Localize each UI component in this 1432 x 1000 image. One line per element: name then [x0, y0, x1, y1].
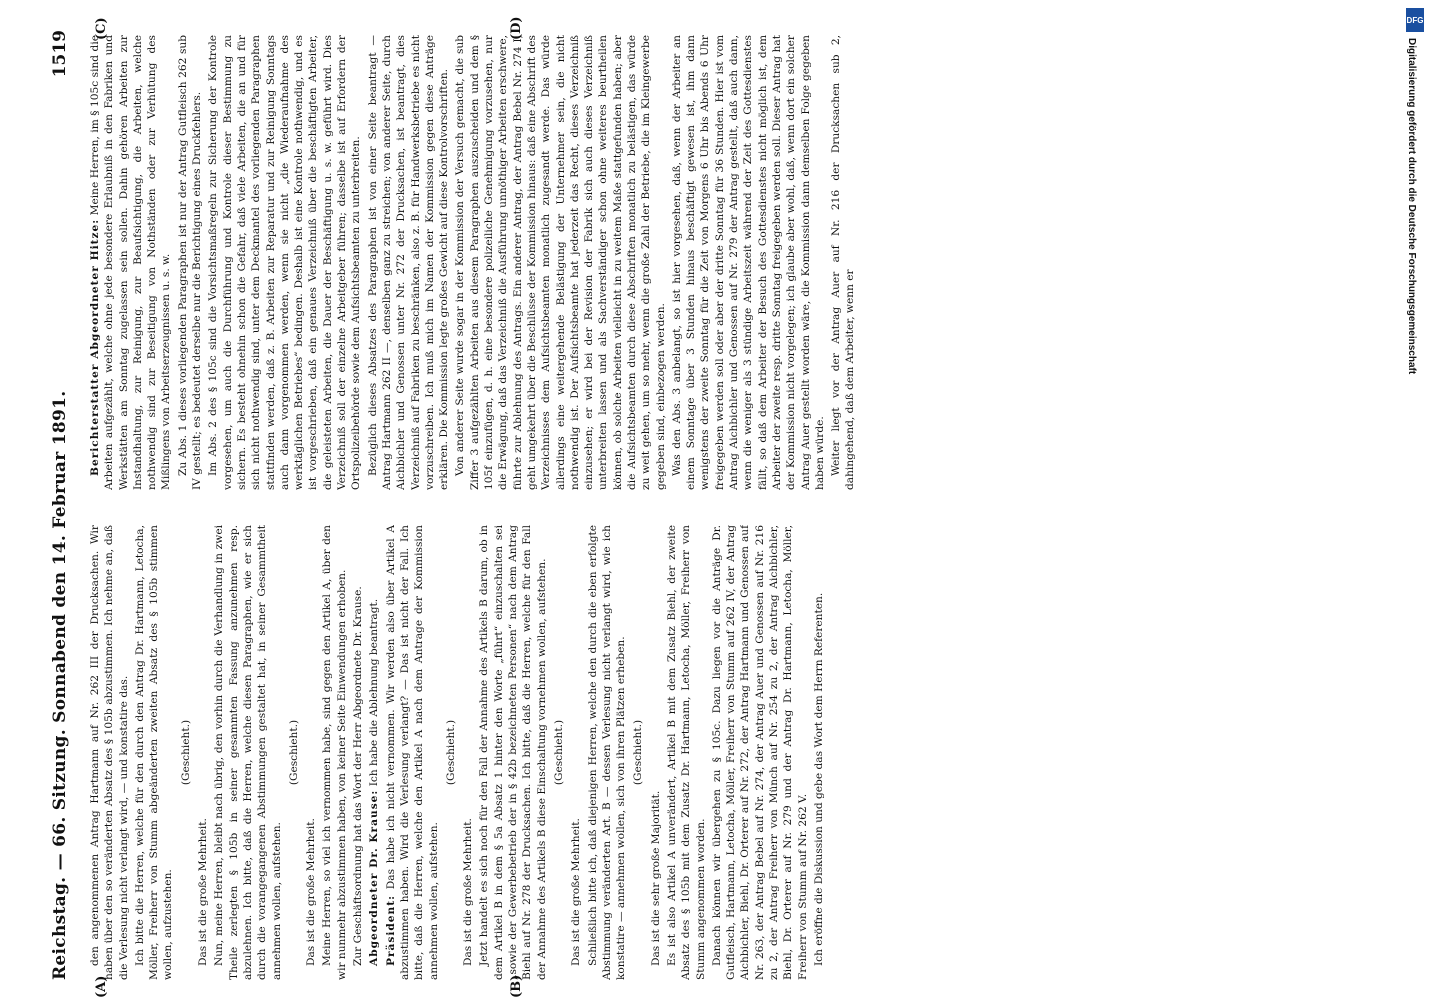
- left-column-paragraph: [384, 525, 441, 980]
- paragraph-text: Ich eröffne die Diskussion und gebe das Wort dem Herrn Referenten.: [812, 592, 825, 966]
- left-column-paragraph: [812, 525, 826, 980]
- paragraph-text: Das ist die sehr große Majorität.: [649, 790, 662, 966]
- paragraph-text: (Geschieht.): [444, 719, 457, 786]
- left-column-paragraph: [367, 525, 381, 980]
- paragraph-text: Im Abs. 2 des § 105c sind die Vorsichtsmaßregeln zur Sicherung der Kontrole vorgesehen, um auch die Durchführung und Kontrole dieser Bestimmung zu sichern. Es besteht ohnehin schon die Gefahr, daß viele Arbeiten, die an und für sich nicht nothwendig sind, unter dem Deckmantel des vorliegenden Paragraphen stattfinden werden, daß z. B. Arbeiten zur Reparatur und zur Reinigung Sonntags auch dann vorgenommen werden, wenn sie nicht „die Wiederaufnahme des werktäglichen Betriebes“ bedingen. Deshalb ist eine Kontrole nothwendig, und es ist vorgeschrieben, daß ein genaues Verzeichniß über die beschäftigten Arbeiter, die geleisteten Arbeiten, die Dauer der Beschäftigung u. s. w. geführt wird. Dies Verzeichniß soll der einzelne Arbeitgeber führen; dasselbe ist auf Erfordern der Ortspolizeibehörde sowie dem Aufsichtsbeamten zu unterbreiten.: [207, 35, 363, 490]
- paragraph-text: (Geschieht.): [552, 719, 565, 786]
- left-column: [88, 525, 918, 980]
- right-column-paragraph: [88, 35, 174, 490]
- left-column-paragraph: [586, 525, 629, 980]
- paragraph-text: Schließlich bitte ich, daß diejenigen Herren, welche den durch die eben erfolgte Abstimmung veränderten Art. B — dessen Verlesung nicht verlangt wird, wie ich konstatire — annehmen wollen, sich von ihren Plätzen erheben.: [586, 525, 628, 980]
- paragraph-text: Es ist also Artikel A unverändert, Artikel B mit dem Zusatz Biehl, der zweite Absatz des § 105b mit dem Zusatz Dr. Hartmann, Letocha, Möller, Freiherr von Stumm angenommen worden.: [665, 525, 707, 980]
- dfg-stamp-text-wrap: [1404, 38, 1426, 988]
- left-column-paragraph: [320, 525, 349, 980]
- dfg-stamp-text: Digitalisierung gefördert durch die Deutsche Forschungsgemeinschaft: [1406, 38, 1417, 375]
- paragraph-text: Das ist die große Mehrheit.: [197, 818, 210, 966]
- paragraph-text: Ich habe die Ablehnung beantragt.: [368, 598, 381, 787]
- left-column-paragraph: [552, 525, 566, 980]
- left-column-paragraph: [179, 525, 193, 980]
- paragraph-text: Zu Abs. 1 dieses vorliegenden Paragraphen ist nur der Antrag Gutfleisch 262 sub IV gestellt; es bedeutet derselbe nur die Berichtigung eines Druckfehlers.: [176, 35, 204, 490]
- paragraph-text: Zur Geschäftsordnung hat das Wort der Herr Abgeordnete Dr. Krause.: [352, 586, 365, 966]
- left-column-paragraph: [88, 525, 131, 980]
- paragraph-text: Bezüglich dieses Absatzes des Paragraphen ist von einer Seite beantragt — Antrag Hartmann 262 II —, denselben ganz zu streichen; von anderer Seite, durch Aichbichler und Genossen unter Nr. 272 der Drucksachen, ist beantragt, dies Verzeichniß auf Fabriken zu beschränken, also z. B. für Handwerksbetriebe es nicht vorzuschreiben. Ich muß mich im Namen der Kommission gegen diese Anträge erklären. Die Kommission legte großes Gewicht auf diese Kontrolvorschriften.: [366, 35, 451, 490]
- right-column-paragraph: [176, 35, 205, 490]
- speaker-name: Abgeordneter Dr. Krause:: [368, 789, 381, 966]
- margin-marker-a: (A): [94, 975, 109, 998]
- right-column-paragraph: [366, 35, 452, 490]
- dfg-logo: [1406, 8, 1424, 32]
- paragraph-text: Meine Herren, so viel ich vernommen habe, sind gegen den Artikel A, über den wir nunmehr abzustimmen haben, von keiner Seite Einwendungen erhoben.: [321, 525, 348, 980]
- speaker-name: Präsident:: [384, 894, 397, 966]
- left-column-paragraph: [444, 525, 458, 980]
- right-column-paragraph: [670, 35, 827, 490]
- margin-marker-d: (D): [509, 16, 524, 40]
- right-column-paragraph: [206, 35, 363, 490]
- paragraph-text: Danach können wir übergehen zu § 105c. Dazu liegen vor die Anträge Dr. Gutfleisch, Hartmann, Letocha, Möller, Freiherr von Stumm auf 262 IV, der Antrag Aichbichler, Biehl, Dr. Orterer auf Nr. 272, der Antrag Hartmann und Genossen auf Nr. 263, der Antrag Bebel auf Nr. 274, der Antrag Auer und Genossen auf Nr. 216 zu 2, der Antrag Freiherr von Münch auf Nr. 254 zu 2, der Antrag Aichbichler, Biehl, Dr. Orterer auf Nr. 279 und der Antrag Dr. Hartmann, Letocha, Möller, Freiherr von Stumm auf Nr. 262 V.: [710, 525, 809, 980]
- paragraph-text: Weiter liegt vor der Antrag Auer auf Nr. 216 der Drucksachen sub 2, dahingehend, daß dem Arbeiter, wenn er: [830, 35, 857, 490]
- paragraph-text: (Geschieht.): [632, 719, 645, 786]
- left-column-paragraph: [196, 525, 210, 980]
- header-title: Reichstag. — 66. Sitzung. Sonnabend den 14. Februar 1891.: [50, 390, 70, 980]
- paragraph-text: (Geschieht.): [287, 719, 300, 786]
- left-column-paragraph: [133, 525, 176, 980]
- left-column-paragraph: [665, 525, 708, 980]
- left-column-paragraph: [351, 525, 365, 980]
- margin-marker-b: (B): [509, 974, 524, 998]
- left-column-paragraph: [287, 525, 301, 980]
- left-column-paragraph: [477, 525, 548, 980]
- left-column-paragraph: [461, 525, 475, 980]
- paragraph-text: den angenommenen Antrag Hartmann auf Nr. 262 III der Drucksachen. Wir haben über den so veränderten Absatz des § 105b abzustimmen. Ich nehme an, daß die Verlesung nicht verlangt wird, — und konstatire das.: [89, 525, 130, 980]
- dfg-stamp: [1404, 8, 1426, 988]
- paragraph-text: Das ist die große Mehrheit.: [570, 818, 583, 966]
- paragraph-text: Nun, meine Herren, bleibt nach übrig, den vorhin durch die Verhandlung in zwei Theile zerlegten § 105b in seiner gesammten Fassung anzunehmen resp. abzulehnen. Ich bitte, daß die Herren, welche diesen Paragraphen, wie er sich durch die vorangegangenen Abstimmungen gestaltet hat, in seiner Gesammtheit annehmen wollen, aufstehen.: [213, 525, 283, 980]
- left-column-paragraph: [569, 525, 583, 980]
- paragraph-text: Meine Herren, im § 105c sind die Arbeiten aufgezählt, welche ohne jede besondere Erlaubniß in den Fabriken und Werkstätten am Sonntag zugelassen sein sollen. Dahin gehören Arbeiten zur Instandhaltung, zur Reinigung, zur Beaufsichtigung, die Arbeiten, welche nothwendig sind zur Beseitigung von Nothständen oder zur Verhütung des Mißlingens von Arbeitserzeugnissen u. s. w.: [89, 35, 173, 490]
- paragraph-text: Das ist die große Mehrheit.: [305, 818, 318, 966]
- paragraph-text: (Geschieht.): [179, 719, 192, 786]
- paragraph-text: Jetzt handelt es sich noch für den Fall der Annahme des Artikels B darum, ob in dem Artikel B in dem § 5a Absatz 1 hinter den Worte „führt“ einzuschalten sei „sowie der Gewerbebetrieb der in § 42b bezeichneten Personen“ nach dem Antrag Biehl auf Nr. 278 der Drucksachen. Ich bitte, daß die Herren, welche für den Fall der Annahme des Artikels B diese Einschaltung vornehmen wollen, aufstehen.: [478, 525, 548, 980]
- page-header: [50, 30, 90, 980]
- paragraph-text: Von anderer Seite wurde sogar in der Kommission der Versuch gemacht, die sub Ziffer 3 aufgezählten Arbeiten aus diesem Paragraphen auszuscheiden und dem § 105f einzufügen, d. h. eine besondere polizeiliche Genehmigung vorzusehen, nur die Erwägung, daß das Verzeichniß die Ausführung unnöthiger Arbeiten erschwere, führte zur Ablehnung des Antrags. Ein anderer Antrag, der Antrag Bebel Nr. 274 I, geht umgekehrt über die Beschlüsse der Kommission hinaus: daß eine Abschrift des Verzeichnisses dem Aufsichtsbeamten monatlich zugesandt werde. Das würde allerdings eine weitergehende Belästigung der Unternehmer sein, die nicht nothwendig ist. Der Aufsichtsbeamte hat jederzeit das Recht, dieses Verzeichniß einzusehen; er wird bei der Revision der Fabrik sich auch dieses Verzeichniß unterbreiten lassen und als Sachverständiger schon ohne weiteres beurtheilen können, ob solche Arbeiten vielleicht in zu weitem Maße stattgefunden haben; aber die Aufsichtsbeamten durch diese Abschriften monatlich zu belästigen, das würde zu weit gehen, um so mehr, wenn die große Zahl der Betriebe, die im Kleingewerbe gegeben sind, einbezogen werden.: [454, 35, 667, 490]
- paragraph-text: Das ist die große Mehrheit.: [462, 818, 475, 966]
- right-column-paragraph: [453, 35, 667, 490]
- left-column-paragraph: [649, 525, 663, 980]
- left-column-paragraph: [710, 525, 810, 980]
- left-column-paragraph: [631, 525, 645, 980]
- right-column: [88, 35, 918, 490]
- page-number: 1519: [50, 30, 70, 78]
- left-column-paragraph: [304, 525, 318, 980]
- speaker-name: Berichterstatter Abgeordneter Hitze:: [89, 218, 101, 476]
- left-column-paragraph: [212, 525, 283, 980]
- margin-marker-c: (C): [94, 17, 109, 40]
- paragraph-text: Was den Abs. 3 anbelangt, so ist hier vorgesehen, daß, wenn der Arbeiter an einem Sonntage über 3 Stunden hinaus beschäftigt gewesen ist, ihm dann wenigstens der zweite Sonntag für die Zeit von Morgens 6 Uhr bis Abends 6 Uhr freigegeben werden soll oder aber der dritte Sonntag für 36 Stunden. Hier ist vom Antrag Aichbichler und Genossen auf Nr. 279 der Antrag gestellt, daß auch dann, wenn die weniger als 3 stündige Arbeitszeit während der Zeit des Gottesdienstes fällt, so daß dem Arbeiter der Besuch des Gottesdienstes nicht möglich ist, dem Arbeiter der zweite resp. dritte Sonntag freigegeben werden soll. Dieser Antrag hat der Kommission nicht vorgelegen; ich glaube aber wohl, daß, wenn dort ein solcher Antrag Auer gestellt worden wäre, die Kommission dann demselben Folge gegeben haben würde.: [670, 35, 826, 490]
- paragraph-text: Ich bitte die Herren, welche für den durch den Antrag Dr. Hartmann, Letocha, Möller, Freiherr von Stumm abgeänderten zweiten Absatz des § 105b stimmen wollen, aufzustehen.: [133, 525, 175, 980]
- dfg-logo-text: DFG: [1406, 15, 1424, 25]
- right-column-paragraph: [829, 35, 858, 490]
- newspaper-page: [44, 0, 1432, 1000]
- paragraph-text: Das habe ich nicht vernommen. Wir werden also über Artikel A abzustimmen haben. Wird die Verlesung verlangt? — Das ist nicht der Fall. Ich bitte, daß die Herren, welche den Artikel A nach dem Antrage der Kommission annehmen wollen, aufstehen.: [384, 525, 440, 980]
